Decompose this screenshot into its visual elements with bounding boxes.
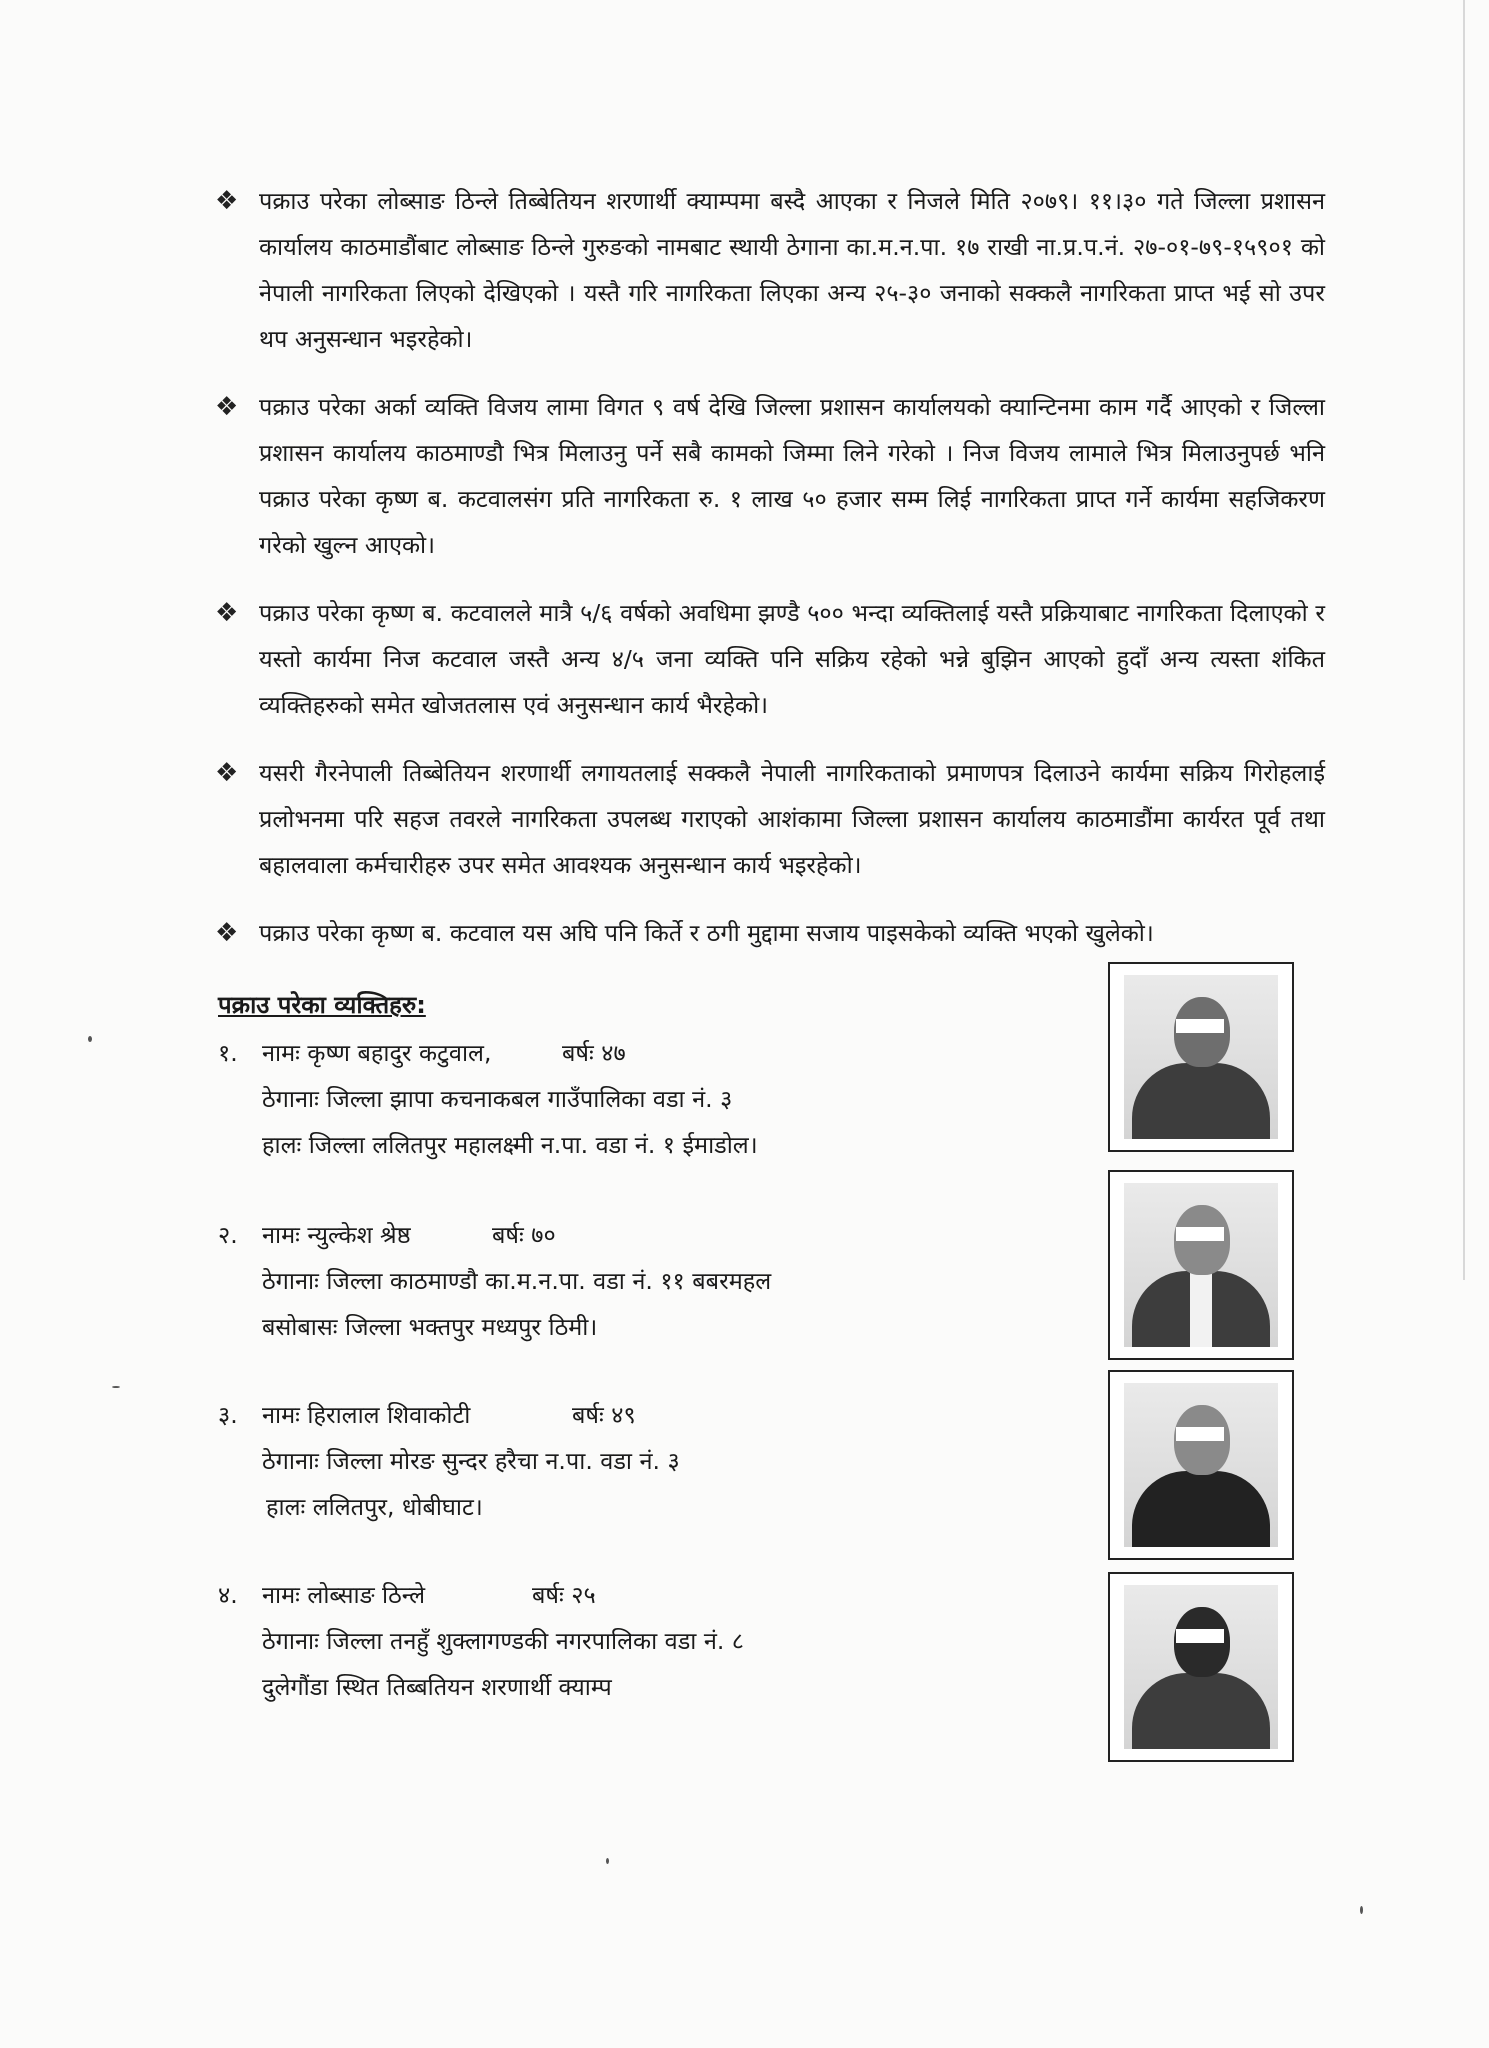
scan-speck (112, 1386, 120, 1388)
bullet-item (215, 590, 1325, 728)
person-name: नामः लोब्साङ ठिन्ले (262, 1581, 426, 1609)
bullet-item (215, 750, 1325, 888)
diamond-bullet-icon: ❖ (215, 186, 239, 216)
person-number: ४. (218, 1581, 238, 1609)
person-current-address: हालः ललितपुर, धोबीघाट। (266, 1493, 483, 1521)
person-photo-frame (1108, 1370, 1294, 1560)
eye-censor-bar (1176, 1019, 1224, 1033)
arrested-persons-heading: पक्राउ परेका व्यक्तिहरु: (218, 991, 426, 1019)
person-entry (218, 1572, 1098, 1710)
person-photo (1124, 1383, 1278, 1547)
person-name: नामः हिरालाल शिवाकोटी (262, 1401, 471, 1429)
photo-body (1132, 1063, 1270, 1139)
person-name: नामः कृष्ण बहादुर कटुवाल, (262, 1039, 492, 1067)
person-age: बर्षः ४९ (572, 1401, 636, 1429)
person-age: बर्षः २५ (532, 1581, 596, 1609)
person-number: १. (218, 1039, 238, 1067)
bullet-list (215, 178, 1325, 978)
photo-body (1132, 1471, 1270, 1547)
person-entry (218, 1030, 1098, 1168)
person-address: ठेगानाः जिल्ला तनहुँ शुक्लागण्डकी नगरपालिका वडा नं. ८ (262, 1627, 745, 1655)
person-photo-frame (1108, 962, 1294, 1152)
bullet-text: यसरी गैरनेपाली तिब्बेतियन शरणार्थी लगायतलाई सक्कलै नेपाली नागरिकताको प्रमाणपत्र दिलाउने कार्यमा सक्रिय गिरोहलाई प्रलोभनमा परि सहज तवरले नागरिकता उपलब्ध गराएको आशंकामा जिल्ला प्रशासन कार्यालय काठमाडौंमा कार्यरत पूर्व तथा बहालवाला कर्मचारीहरु उपर समेत आवश्यक अनुसन्धान कार्य भइरहेको। (259, 759, 1325, 879)
person-photo (1124, 1585, 1278, 1749)
person-number: २. (218, 1221, 238, 1249)
person-address: ठेगानाः जिल्ला झापा कचनाकबल गाउँपालिका वडा नं. ३ (262, 1085, 733, 1113)
person-number: ३. (218, 1401, 238, 1429)
person-current-address: हालः जिल्ला ललितपुर महालक्ष्मी न.पा. वडा नं. १ ईमाडोल। (262, 1131, 758, 1159)
eye-censor-bar (1176, 1227, 1224, 1241)
person-photo (1124, 975, 1278, 1139)
diamond-bullet-icon: ❖ (215, 758, 239, 788)
bullet-text: पक्राउ परेका लोब्साङ ठिन्ले तिब्बेतियन शरणार्थी क्याम्पमा बस्दै आएका र निजले मिति २०७९। ११।३० गते जिल्ला प्रशासन कार्यालय काठमाडौंबाट लोब्साङ ठिन्ले गुरुङको नामबाट स्थायी ठेगाना का.म.न.पा. १७ राखी ना.प्र.प.नं. २७-०१-७९-१५९०१ को नेपाली नागरिकता लिएको देखिएको । यस्तै गरि नागरिकता लिएका अन्य २५-३० जनाको सक्कलै नागरिकता प्राप्त भई सो उपर थप अनुसन्धान भइरहेको। (259, 187, 1325, 353)
person-current-address: बसोबासः जिल्ला भक्तपुर मध्यपुर ठिमी। (262, 1313, 598, 1341)
person-age: बर्षः ४७ (562, 1039, 626, 1067)
bullet-item (215, 384, 1325, 568)
bullet-text: पक्राउ परेका कृष्ण ब. कटवाल यस अघि पनि किर्ते र ठगी मुद्दामा सजाय पाइसकेको व्यक्ति भएको खुलेको। (259, 919, 1154, 947)
scan-speck (606, 1858, 609, 1864)
scan-edge-line (1463, 0, 1465, 1280)
person-age: बर्षः ७० (492, 1221, 556, 1249)
photo-body (1132, 1673, 1270, 1749)
scan-speck (88, 1036, 92, 1042)
person-entry (218, 1392, 1098, 1530)
diamond-bullet-icon: ❖ (215, 392, 239, 422)
person-photo-frame (1108, 1572, 1294, 1762)
person-address: ठेगानाः जिल्ला काठमाण्डौ का.म.न.पा. वडा नं. ११ बबरमहल (262, 1267, 772, 1295)
bullet-item (215, 178, 1325, 362)
person-current-address: दुलेगौंडा स्थित तिब्बतियन शरणार्थी क्याम्प (262, 1673, 612, 1701)
diamond-bullet-icon: ❖ (215, 918, 239, 948)
person-entry (218, 1212, 1098, 1350)
bullet-item (215, 910, 1325, 956)
person-name: नामः न्युल्केश श्रेष्ठ (262, 1221, 411, 1249)
person-photo (1124, 1183, 1278, 1347)
eye-censor-bar (1176, 1629, 1224, 1643)
eye-censor-bar (1176, 1427, 1224, 1441)
bullet-text: पक्राउ परेका कृष्ण ब. कटवालले मात्रै ५/६ वर्षको अवधिमा झण्डै ५०० भन्दा व्यक्तिलाई यस्तै प्रक्रियाबाट नागरिकता दिलाएको र यस्तो कार्यमा निज कटवाल जस्तै अन्य ४/५ जना व्यक्ति पनि सक्रिय रहेको भन्ने बुझिन आएको हुदाँ अन्य त्यस्ता शंकित व्यक्तिहरुको समेत खोजतलास एवं अनुसन्धान कार्य भैरहेको। (259, 599, 1325, 719)
person-address: ठेगानाः जिल्ला मोरङ सुन्दर हरैचा न.पा. वडा नं. ३ (262, 1447, 680, 1475)
diamond-bullet-icon: ❖ (215, 598, 239, 628)
bullet-text: पक्राउ परेका अर्का व्यक्ति विजय लामा विगत ९ वर्ष देखि जिल्ला प्रशासन कार्यालयको क्यान्टिनमा काम गर्दै आएको र जिल्ला प्रशासन कार्यालय काठमाण्डौ भित्र मिलाउनु पर्ने सबै कामको जिम्मा लिने गरेको । निज विजय लामाले भित्र मिलाउनुपर्छ भनि पक्राउ परेका कृष्ण ब. कटवालसंग प्रति नागरिकता रु. १ लाख ५० हजार सम्म लिई नागरिकता प्राप्त गर्ने कार्यमा सहजिकरण गरेको खुल्न आएको। (259, 393, 1325, 559)
scan-speck (1360, 1906, 1363, 1914)
person-photo-frame (1108, 1170, 1294, 1360)
photo-scarf (1190, 1269, 1212, 1347)
